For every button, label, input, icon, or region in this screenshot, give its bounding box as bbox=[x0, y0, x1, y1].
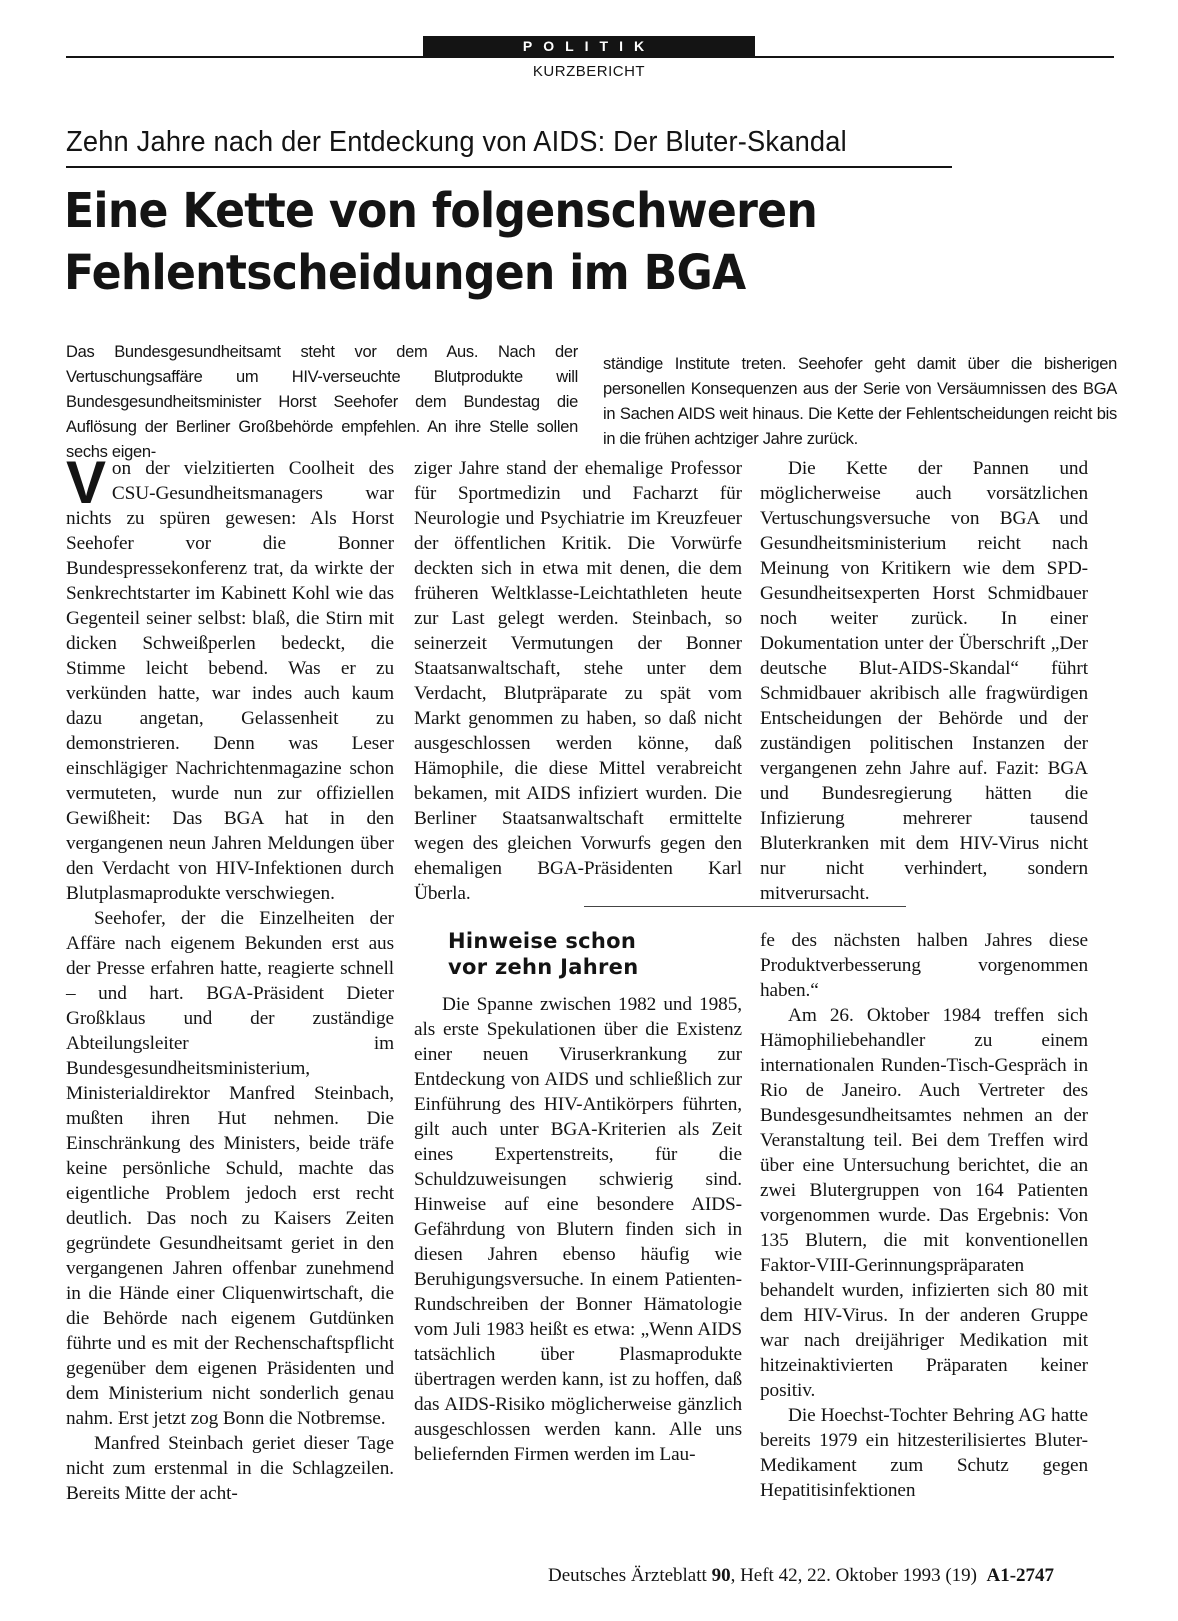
paragraph-text: on der vielzitierten Coolheit des CSU-Gesundheitsmanagers war nichts zu spüren gewesen: Als Horst Seehofer vor die Bonner Bundespressekonferenz trat, da wirkte der Senkrechtstarter im Kabinett Kohl wie das Gegenteil seiner selbst: blaß, die Stirn mit dicken Schweißperlen bedeckt, die Stimme leicht bebend. Was er zu verkünden hatte, war indes auch kaum dazu angetan, Gelassenheit zu demonstrieren. Denn was Leser einschlägiger Nachrichtenmagazine schon vermuteten, wurde nun zur offiziellen Gewißheit: Das BGA hat in den vergangenen neun Jahren Meldungen über den Verdacht von HIV-Infektionen durch Blutplasmaprodukte verschwiegen. bbox=[66, 458, 394, 904]
section-subheading bbox=[448, 928, 638, 980]
lead-paragraph-left: Das Bundesgesundheitsamt steht vor dem Aus. Nach der Vertuschungsaffäre um HIV-verseuchte Blutprodukte will Bundesgesundheitsminister Horst Seehofer dem Bundestag die Auflösung der Berliner Großbehörde empfehlen. An ihre Stelle sollen sechs eigen- bbox=[66, 343, 578, 461]
body-paragraph: ziger Jahre stand der ehemalige Professor für Sportmedizin und Facharzt für Neurologie und Psychiatrie im Kreuzfeuer der öffentlichen Kritik. Die Vorwürfe deckten sich in etwa mit denen, die dem früheren Weltklasse-Leichtathleten heute zur Last gelegt werden. Steinbach, so seinerzeit Vermutungen der Bonner Staatsanwaltschaft, stehe unter dem Verdacht, Blutpräparate zu spät vom Markt genommen zu haben, so daß nicht ausgeschlossen werden könne, daß Hämophile, die diese Mittel verabreicht bekamen, mit AIDS infiziert wurden. Die Berliner Staatsanwaltschaft ermittelte wegen des gleichen Vorwurfs gegen den ehemaligen BGA-Präsidenten Karl Überla. bbox=[414, 458, 742, 904]
header-rule bbox=[66, 56, 1114, 58]
body-column-1 bbox=[66, 449, 394, 1506]
page-number: A1-2747 bbox=[986, 1565, 1055, 1586]
volume-number: 90 bbox=[711, 1565, 731, 1586]
body-paragraph: Am 26. Oktober 1984 treffen sich Hämophiliebehandler zu einem internationalen Runden-Tisch-Gespräch in Rio de Janeiro. Auch Vertreter des Bundesgesundheitsamtes nehmen an der Veranstaltung teil. Bei dem Treffen wird über eine Untersuchung berichtet, die an zwei Blutergruppen von 164 Patienten vorgenommen wurde. Das Ergebnis: Von 135 Blutern, die mit konventionellen Faktor-VIII-Gerinnungspräparaten behandelt wurden, infizierten sich 80 mit dem HIV-Virus. In der anderen Gruppe war nach dreijähriger Medikation mit hitzeinaktivierten Präparaten keiner positiv. bbox=[760, 1005, 1088, 1401]
page-footer bbox=[548, 1565, 1054, 1587]
article-kicker: Zehn Jahre nach der Entdeckung von AIDS: Der Bluter-Skandal bbox=[66, 126, 847, 158]
body-column-3 bbox=[760, 456, 1088, 906]
rubric-label: POLITIK bbox=[522, 38, 656, 54]
issue-date: , Heft 42, 22. Oktober 1993 (19) bbox=[730, 1565, 977, 1586]
kicker-underline bbox=[66, 166, 952, 168]
body-paragraph: Seehofer, der die Einzelheiten der Affäre nach eigenem Bekunden erst aus der Presse erfahren hatte, reagierte schnell – und hart. BGA-Präsident Dieter Großklaus und der zuständige Abteilungsleiter im Bundesgesundheitsministerium, Ministerialdirektor Manfred Steinbach, mußten ihren Hut nehmen. Die Einschränkung des Ministers, beide träfe keine persönliche Schuld, machte das eigentliche Problem jedoch erst recht deutlich. Das noch zu Kaisers Zeiten gegründete Gesundheitsamt geriet in den vergangenen Jahren offenbar zunehmend in die Hände einer Cliquenwirtschaft, die die Behörde nach eigenem Gutdünken führte und es mit der Rechenschaftspflicht gegenüber dem eigenen Präsidenten und dem Ministerium nicht sonderlich genau nahm. Erst jetzt zog Bonn die Notbremse. bbox=[66, 908, 394, 1429]
subrubric-label: KURZBERICHT bbox=[532, 63, 646, 80]
rubric-bar bbox=[423, 36, 755, 57]
body-paragraph: Die Kette der Pannen und möglicherweise auch vorsätzlichen Vertuschungsversuche von BGA und Gesundheitsministerium reicht nach Meinung von Kritikern wie dem SPD-Gesundheitsexperten Horst Schmidbauer noch weiter zurück. In einer Dokumentation unter der Überschrift „Der deutsche Blut-AIDS-Skandal“ führt Schmidbauer akribisch alle fragwürdigen Entscheidungen der Behörde und der zuständigen politischen Instanzen der vergangenen zehn Jahre auf. Fazit: BGA und Bundesregierung hätten die Infizierung mehrerer tausend Bluterkranken mit dem HIV-Virus nicht nur nicht verhindert, sondern mitverursacht. bbox=[760, 458, 1088, 904]
body-column-3-lower bbox=[760, 928, 1088, 1503]
subheading-line-2: vor zehn Jahren bbox=[448, 955, 639, 979]
lead-paragraph-right: ständige Institute treten. Seehofer geht damit über die bisherigen personellen Konsequenzen aus der Serie von Versäumnissen des BGA in Sachen AIDS weit hinaus. Die Kette der Fehlentscheidungen reicht bis in die frühen achtziger Jahre zurück. bbox=[603, 355, 1117, 448]
subheading-line-1: Hinweise schon bbox=[448, 929, 637, 953]
drop-cap: V bbox=[66, 449, 106, 516]
section-divider bbox=[584, 906, 906, 907]
body-paragraph: Manfred Steinbach geriet dieser Tage nicht zum erstenmal in die Schlagzeilen. Bereits Mitte der acht- bbox=[66, 1433, 394, 1504]
body-paragraph bbox=[66, 449, 394, 906]
body-paragraph: fe des nächsten halben Jahres diese Produktverbesserung vorgenommen haben.“ bbox=[760, 930, 1088, 1001]
article-headline bbox=[64, 180, 817, 304]
body-column-2-lower bbox=[414, 992, 742, 1467]
body-paragraph: Die Hoechst-Tochter Behring AG hatte bereits 1979 ein hitzesterilisiertes Bluter-Medikament zum Schutz gegen Hepatitisinfektionen bbox=[760, 1405, 1088, 1501]
body-paragraph: Die Spanne zwischen 1982 und 1985, als erste Spekulationen über die Existenz einer neuen Viruserkrankung zur Entdeckung von AIDS und schließlich zur Einführung des HIV-Antikörpers führten, gilt auch unter BGA-Kriterien als Zeit eines Expertenstreits, für die Schuldzuweisungen schwierig sind. Hinweise auf eine besondere AIDS-Gefährdung von Blutern finden sich in diesen Jahren ebenso häufig wie Beruhigungsversuche. In einem Patienten-Rundschreiben der Bonner Hämatologie vom Juli 1983 heißt es etwa: „Wenn AIDS tatsächlich über Plasmaprodukte übertragen werden kann, ist zu hoffen, daß das AIDS-Risiko möglicherweise gänzlich ausgeschlossen werden kann. Alle uns beliefernden Firmen werden im Lau- bbox=[414, 994, 742, 1465]
headline-line-2: Fehlentscheidungen im BGA bbox=[64, 245, 746, 301]
journal-name: Deutsches Ärzteblatt bbox=[548, 1565, 707, 1586]
body-column-2 bbox=[414, 456, 742, 906]
headline-line-1: Eine Kette von folgenschweren bbox=[64, 183, 818, 239]
